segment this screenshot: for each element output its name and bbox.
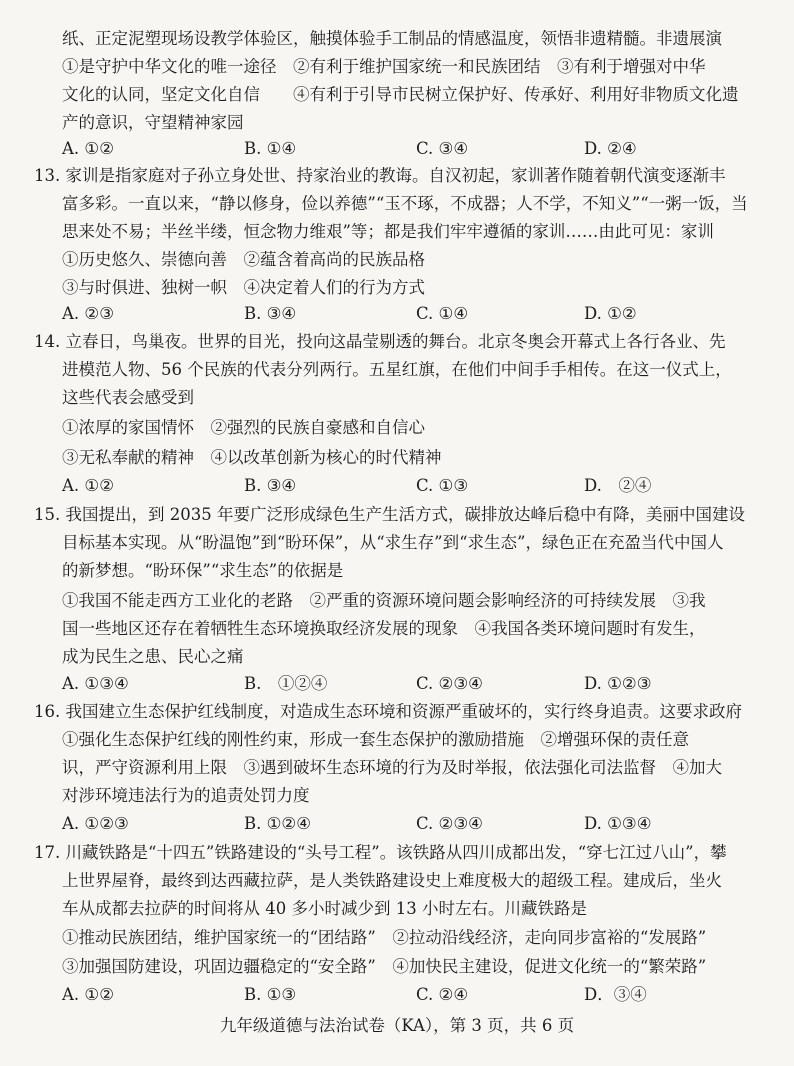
text-line: ①推动民族团结，维护国家统一的“团结路” ②拉动沿线经济，走向同步富裕的“发展路” xyxy=(62,928,707,947)
text-line: 目标基本实现。从“盼温饱”到“盼环保”，从“求生存”到“求生态”，绿色正在充盈当代中国人 xyxy=(62,533,724,552)
option-b: B. ③④ xyxy=(244,304,297,323)
text-line: 产的意识，守望精神家园 xyxy=(62,113,244,132)
text-line: 车从成都去拉萨的时间将从 40 多小时减少到 13 小时左右。川藏铁路是 xyxy=(62,899,587,918)
option-d: D. ①② xyxy=(584,304,637,323)
option-c: C. ②③④ xyxy=(416,674,483,693)
option-b: B. ①③ xyxy=(244,985,297,1004)
text-line: ①历史悠久、崇德向善 ②蕴含着高尚的民族品格 xyxy=(62,250,425,269)
text-line: ③无私奉献的精神 ④以改革创新为核心的时代精神 xyxy=(62,448,442,467)
option-b: B. ①②④ xyxy=(244,814,311,833)
option-d: D. ①②③ xyxy=(584,674,652,693)
question-stem: 14. 立春日，鸟巢夜。世界的目光，投向这晶莹剔透的舞台。北京冬奥会开幕式上各行各业、先 xyxy=(34,332,726,351)
text-line: ①我国不能走西方工业化的老路 ②严重的资源环境问题会影响经济的可持续发展 ③我 xyxy=(62,591,706,610)
option-a: A. ①②③ xyxy=(62,814,129,833)
text-line: ③加强国防建设，巩固边疆稳定的“安全路” ④加快民主建设，促进文化统一的“繁荣路” xyxy=(62,957,707,976)
option-b: B. ①④ xyxy=(244,139,297,158)
option-c: C. ②④ xyxy=(416,985,469,1004)
text-line: 国一些地区还存在着牺牲生态环境换取经济发展的现象 ④我国各类环境问题时有发生， xyxy=(62,619,706,638)
option-a: A. ①③④ xyxy=(62,674,129,693)
text-line: 对涉环境违法行为的追责处罚力度 xyxy=(62,786,310,805)
option-d: D．③④ xyxy=(584,985,647,1004)
option-a: A. ②③ xyxy=(62,304,114,323)
question-stem: 15. 我国提出，到 2035 年要广泛形成绿色生产生活方式，碳排放达峰后稳中有降，美丽中国建设 xyxy=(34,505,745,524)
text-line: 思来处不易；半丝半缕，恒念物力维艰”等；都是我们牢牢遵循的家训……由此可见：家训 xyxy=(62,222,714,241)
page-footer: 九年级道德与法治试卷（KA），第 3 页，共 6 页 xyxy=(219,1016,575,1035)
option-c: C. ②③④ xyxy=(416,814,483,833)
question-stem: 13. 家训是指家庭对子孙立身处世、持家治业的教诲。自汉初起，家训著作随着朝代演变逐渐丰 xyxy=(34,166,726,185)
option-c: C. ①③ xyxy=(416,476,469,495)
question-stem: 16. 我国建立生态保护红线制度，对造成生态环境和资源严重破坏的，实行终身追责。这要求政府 xyxy=(34,702,742,721)
text-line: ①是守护中华文化的唯一途径 ②有利于维护国家统一和民族团结 ③有利于增强对中华 xyxy=(62,57,706,76)
text-line: 进模范人物、56 个民族的代表分列两行。五星红旗，在他们中间手手相传。在这一仪式上， xyxy=(62,360,732,379)
text-line: 纸、正定泥塑现场设教学体验区，触摸体验手工制品的情感温度，领悟非遗精髓。非遗展演 xyxy=(62,29,722,48)
option-d: D. ②④ xyxy=(584,476,652,495)
option-b: B. ③④ xyxy=(244,476,297,495)
text-line: 的新梦想。“盼环保”“求生态”的依据是 xyxy=(62,561,344,580)
question-stem: 17. 川藏铁路是“十四五”铁路建设的“头号工程”。该铁路从四川成都出发，“穿七江过八山”，攀 xyxy=(34,843,727,862)
option-a: A. ①② xyxy=(62,476,114,495)
option-c: C. ③④ xyxy=(416,139,469,158)
text-line: ①浓厚的家国情怀 ②强烈的民族自豪感和自信心 xyxy=(62,418,425,437)
text-line: 富多彩。一直以来，“静以修身，俭以养德”“玉不琢，不成器；人不学，不知义”“一粥一饭，当 xyxy=(62,194,748,213)
option-a: A. ①② xyxy=(62,985,114,1004)
option-d: D. ②④ xyxy=(584,139,637,158)
option-a: A. ①② xyxy=(62,139,114,158)
text-line: 识，严守资源利用上限 ③遇到破坏生态环境的行为及时举报，依法强化司法监督 ④加大 xyxy=(62,758,722,777)
option-c: C. ①④ xyxy=(416,304,469,323)
text-line: ③与时俱进、独树一帜 ④决定着人们的行为方式 xyxy=(62,278,425,297)
text-line: 上世界屋脊，最终到达西藏拉萨，是人类铁路建设史上难度极大的超级工程。建成后，坐火 xyxy=(62,871,722,890)
text-line: ①强化生态保护红线的刚性约束，形成一套生态保护的激励措施 ②增强环保的责任意 xyxy=(62,730,689,749)
text-line: 成为民生之患、民心之痛 xyxy=(62,647,244,666)
option-d: D. ①③④ xyxy=(584,814,652,833)
text-line: 这些代表会感受到 xyxy=(62,388,194,407)
option-b: B. ①②④ xyxy=(244,674,328,693)
text-line: 文化的认同，坚定文化自信 ④有利于引导市民树立保护好、传承好、利用好非物质文化遗 xyxy=(62,85,739,104)
